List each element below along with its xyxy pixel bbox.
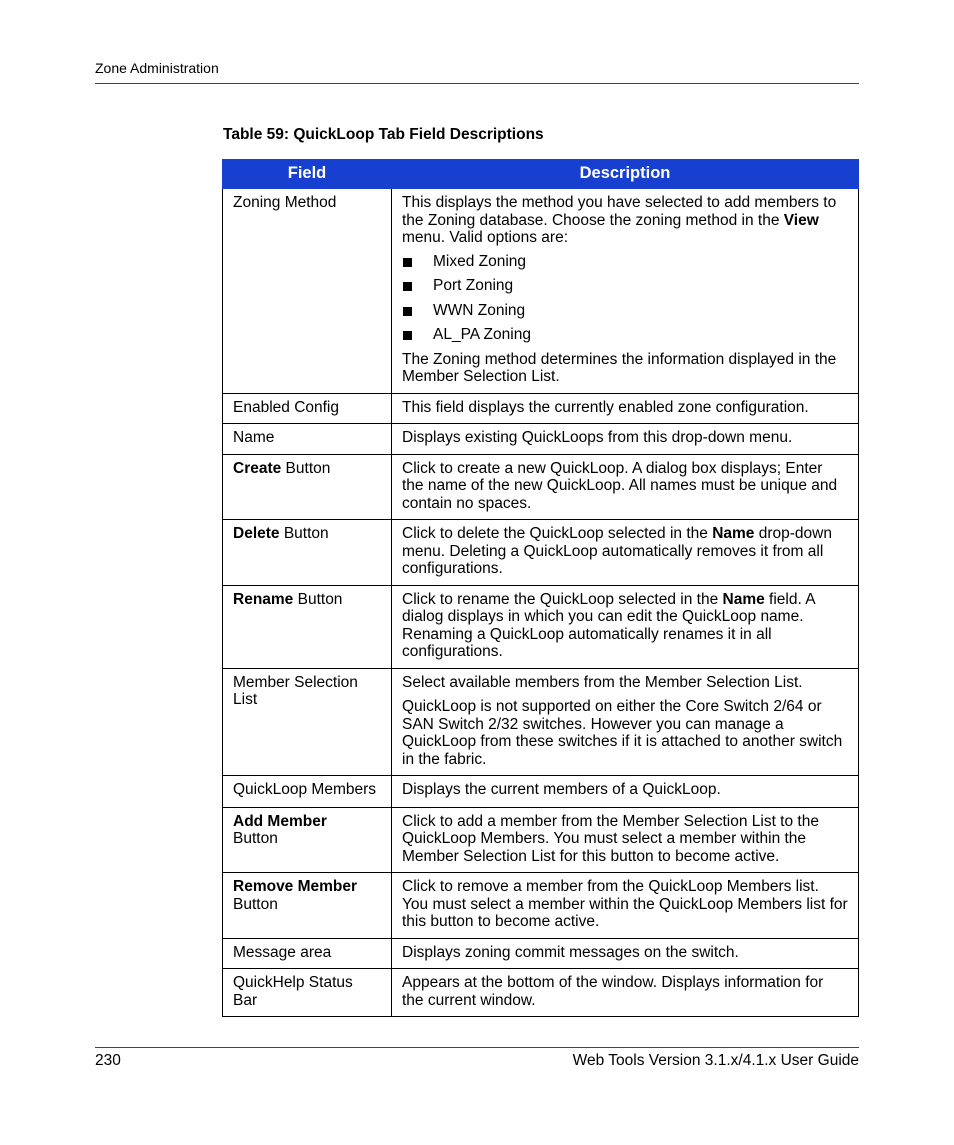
- field-reference: Name: [712, 525, 755, 542]
- option-label: Port Zoning: [433, 277, 514, 294]
- table-header-row: [223, 160, 859, 189]
- description-cell: Displays existing QuickLoops from this drop-down menu.: [392, 424, 859, 455]
- field-cell: [223, 873, 392, 939]
- bullet-square-icon: [403, 307, 412, 316]
- field-cell: QuickHelp Status Bar: [223, 969, 392, 1017]
- list-item: [402, 302, 848, 319]
- description-cell: Click to create a new QuickLoop. A dialog box displays; Enter the name of the new QuickLoop. All names must be unique and contain no spaces.: [392, 454, 859, 520]
- field-name: Zoning Method: [233, 194, 337, 211]
- text-run: Button: [233, 830, 278, 847]
- list-item: [402, 277, 848, 294]
- table-row: [223, 393, 859, 424]
- description-text: The Zoning method determines the information displayed in the Member Selection List.: [402, 350, 837, 385]
- option-label: AL_PA Zoning: [433, 326, 531, 343]
- list-item: [402, 326, 848, 343]
- option-label: Mixed Zoning: [433, 252, 527, 270]
- field-cell: Message area: [223, 938, 392, 969]
- description-cell: [392, 520, 859, 586]
- table-row: [223, 776, 859, 808]
- description-cell: Appears at the bottom of the window. Displays information for the current window.: [392, 969, 859, 1017]
- text-run: menu. Valid options are:: [402, 229, 569, 246]
- book-title: Web Tools Version 3.1.x/4.1.x User Guide: [572, 1052, 859, 1069]
- button-name: Create: [233, 459, 282, 477]
- description-text: QuickLoop is not supported on either the Core Switch 2/64 or SAN Switch 2/32 switches. However you can manage a QuickLoop from these switches if it is attached to another switch in the fabric.: [402, 698, 843, 768]
- text-run: Button: [281, 459, 331, 477]
- text-run: drop-down menu. Deleting a QuickLoop automatically removes it from all configurations.: [402, 525, 832, 577]
- button-name: Rename: [233, 590, 294, 608]
- option-list: [402, 253, 848, 344]
- table-row: [223, 585, 859, 668]
- table-row: [223, 520, 859, 586]
- text-run: This displays the method you have selected to add members to the Zoning database. Choose the zoning method in the: [402, 194, 837, 229]
- field-cell: QuickLoop Members: [223, 776, 392, 808]
- field-reference: Name: [722, 590, 765, 608]
- field-cell: [223, 585, 392, 668]
- table-row: [223, 668, 859, 776]
- text-run: Button: [233, 895, 278, 913]
- field-cell: [223, 189, 392, 394]
- description-text: Select available members from the Member Selection List.: [402, 673, 803, 691]
- table-row: [223, 807, 859, 873]
- table-row: [223, 873, 859, 939]
- description-cell: [392, 585, 859, 668]
- column-header-field: Field: [223, 160, 392, 189]
- text-run: Button: [293, 590, 343, 608]
- table-row: [223, 189, 859, 394]
- field-cell: [223, 454, 392, 520]
- table-row: [223, 454, 859, 520]
- header-rule: [95, 83, 859, 84]
- text-run: Click to delete the QuickLoop selected in the: [402, 525, 713, 542]
- field-cell: Name: [223, 424, 392, 455]
- list-item: [402, 253, 848, 270]
- page-number: 230: [95, 1052, 121, 1069]
- menu-name: View: [783, 211, 819, 229]
- button-name: Delete: [233, 525, 280, 542]
- button-name: Remove Member: [233, 878, 358, 895]
- text-run: field. A dialog displays in which you can edit the QuickLoop name. Renaming a QuickLoop automatically renames it in all configurations.: [402, 590, 815, 660]
- bullet-square-icon: [403, 258, 412, 267]
- running-header: Zone Administration: [95, 60, 219, 76]
- description-cell: [392, 189, 859, 394]
- table-row: [223, 969, 859, 1017]
- description-cell: This field displays the currently enabled zone configuration.: [392, 393, 859, 424]
- button-name: Add Member: [233, 812, 327, 830]
- description-text: [402, 194, 848, 247]
- field-cell: [223, 807, 392, 873]
- field-cell: [223, 520, 392, 586]
- bullet-square-icon: [403, 331, 412, 340]
- description-cell: Click to remove a member from the QuickLoop Members list. You must select a member within the QuickLoop Members list for this button to become active.: [392, 873, 859, 939]
- option-label: WWN Zoning: [433, 301, 526, 319]
- field-cell: Enabled Config: [223, 393, 392, 424]
- table-row: [223, 938, 859, 969]
- bullet-square-icon: [403, 282, 412, 291]
- field-descriptions-table: [222, 159, 859, 1017]
- table-row: [223, 424, 859, 455]
- description-cell: Displays the current members of a QuickLoop.: [392, 776, 859, 808]
- column-header-description: Description: [392, 160, 859, 189]
- text-run: Click to rename the QuickLoop selected in the: [402, 590, 723, 608]
- description-cell: Click to add a member from the Member Selection List to the QuickLoop Members. You must select a member within the Member Selection List for this button to become active.: [392, 807, 859, 873]
- description-cell: [392, 668, 859, 776]
- description-cell: Displays zoning commit messages on the switch.: [392, 938, 859, 969]
- field-cell: Member Selection List: [223, 668, 392, 776]
- text-run: Button: [279, 525, 329, 542]
- table-caption: Table 59: QuickLoop Tab Field Descriptions: [223, 126, 544, 143]
- footer-rule: [95, 1047, 859, 1048]
